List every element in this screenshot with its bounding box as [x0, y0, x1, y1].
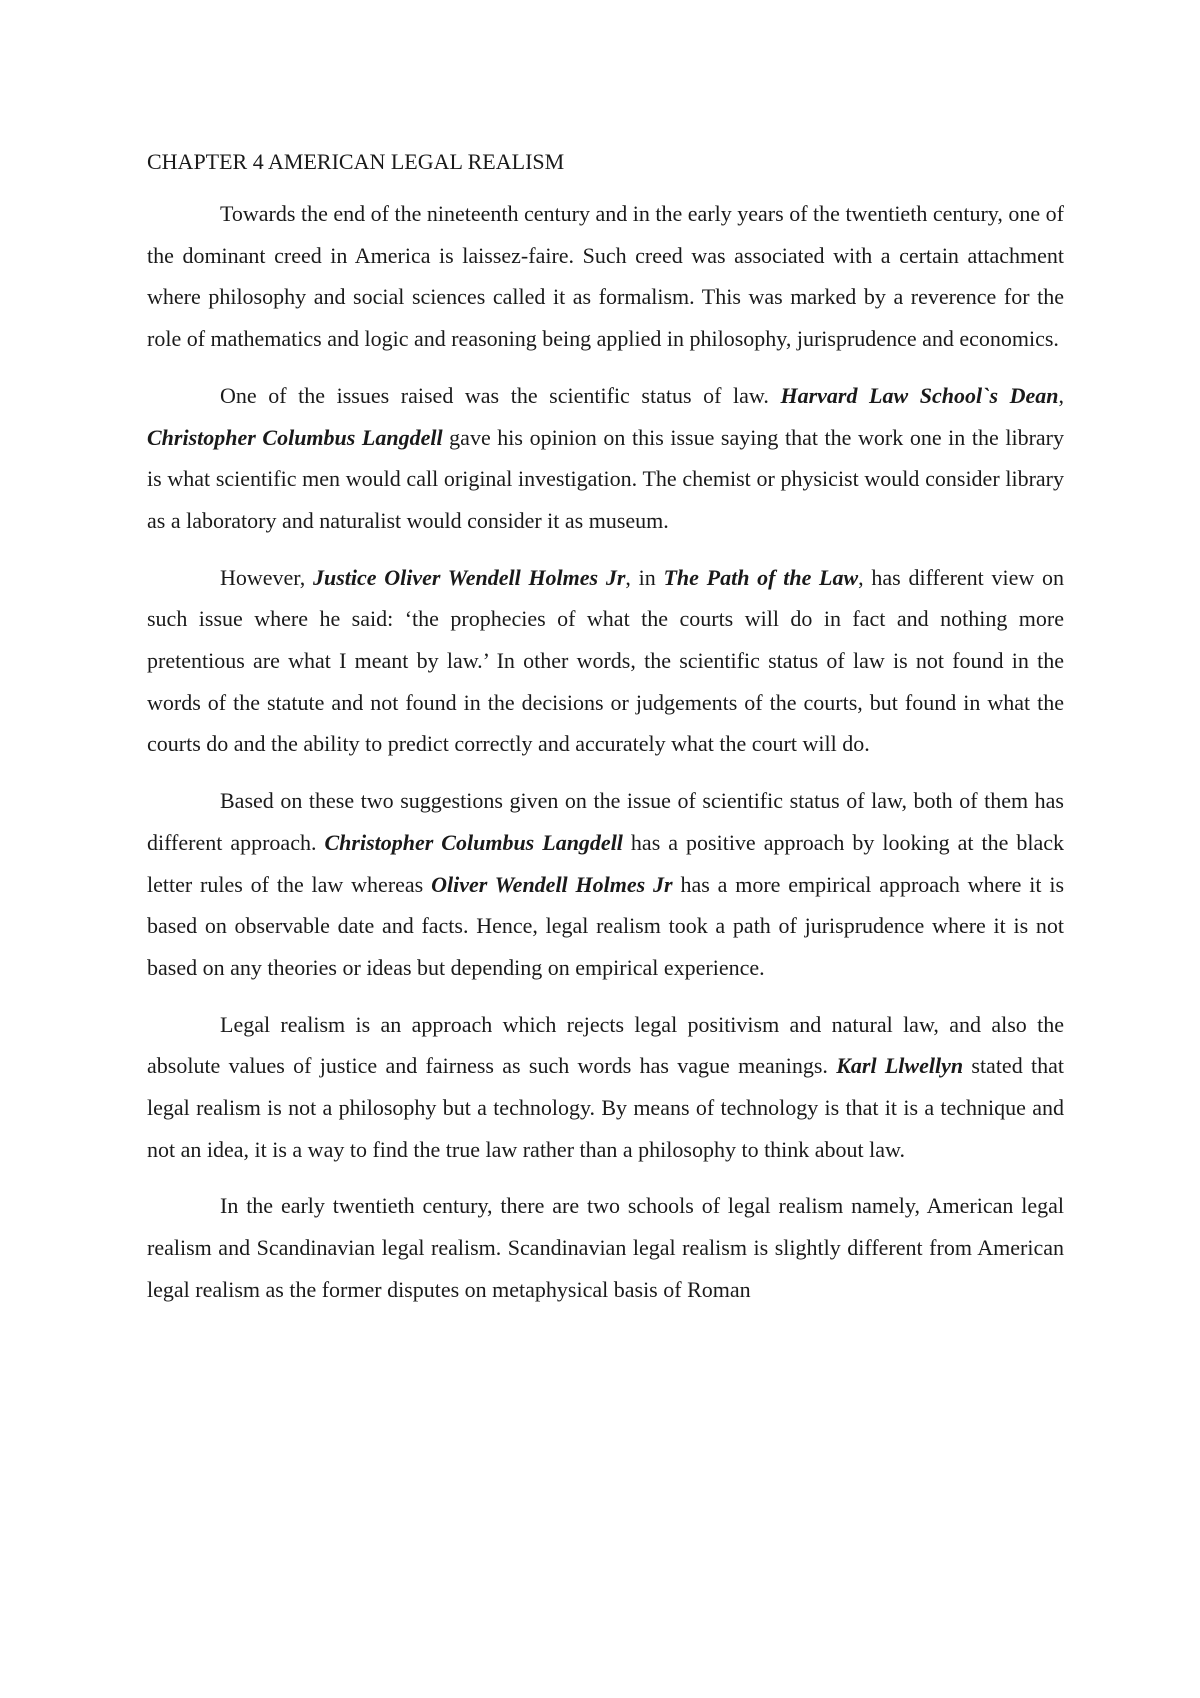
paragraph-text: stated that legal realism is not a philosophy but a technology. By means of technology is that it is a technique and not an idea, it is a way to find the true law rather than a philosophy to think about law. [147, 1053, 1064, 1162]
chapter-heading: CHAPTER 4 AMERICAN LEGAL REALISM [147, 149, 565, 174]
paragraph-text: One of the issues raised was the scientific status of law. [220, 382, 781, 408]
emphasized-name: Christopher Columbus Langdell [147, 424, 443, 450]
paragraph-text: Legal realism is an approach which rejects legal positivism and natural law, and also the absolute values of justice and fairness as such words has vague meanings. [147, 1011, 1064, 1079]
emphasized-name: Justice Oliver Wendell Holmes Jr [312, 564, 626, 590]
paragraph-p5 [147, 1004, 1064, 1171]
paragraph-p4 [147, 780, 1064, 989]
emphasized-name: Oliver Wendell Holmes Jr [431, 871, 673, 897]
paragraph-text: , in [625, 564, 664, 590]
paragraph-text: has a more empirical approach where it is based on observable date and facts. Hence, legal realism took a path of jurisprudence where it is not based on any theories or ideas but depending on empirical experience. [147, 871, 1065, 980]
paragraph-p3 [147, 557, 1064, 766]
paragraph-text: , [1058, 382, 1064, 408]
paragraph-text: Based on these two suggestions given on the issue of scientific status of law, both of them has different approach. [147, 788, 1064, 855]
paragraph-text: Towards the end of the nineteenth century and in the early years of the twentieth century, one of the dominant creed in America is laissez-faire. Such creed was associated with a certain attachment where philosophy and social sciences called it as formalism. This was marked by a reverence for the role of mathematics and logic and reasoning being applied in philosophy, jurisprudence and economics. [147, 201, 1064, 352]
paragraph-p6 [147, 1185, 1064, 1310]
emphasized-name: Karl Llwellyn [836, 1053, 964, 1079]
paragraph-text: gave his opinion on this issue saying that the work one in the library is what scientific men would call original investigation. The chemist or physicist would consider library as a laboratory and naturalist would consider it as museum. [147, 424, 1064, 533]
paragraph-p1 [147, 193, 1064, 360]
emphasized-name: Christopher Columbus Langdell [324, 829, 623, 855]
paragraph-p2 [147, 375, 1064, 542]
paragraph-text: , has different view on such issue where he said: ‘the prophecies of what the courts will do in fact and nothing more pretentious are what I meant by law.’ In other words, the scientific status of law is not found in the words of the statute and not found in the decisions or judgements of the courts, but found in what the courts do and the ability to predict correctly and accurately what the court will do. [147, 564, 1065, 757]
paragraph-text: In the early twentieth century, there are two schools of legal realism namely, American legal realism and Scandinavian legal realism. Scandinavian legal realism is slightly different from American legal realism as the former disputes on metaphysical basis of Roman [147, 1193, 1064, 1302]
emphasized-name: The Path of the Law [663, 564, 859, 590]
emphasized-name: Harvard Law School`s Dean [780, 382, 1059, 408]
document-body [147, 148, 1064, 1311]
paragraph-list [147, 193, 1064, 1311]
paragraph-text: However, [220, 564, 313, 590]
paragraph-text: has a positive approach by looking at the black letter rules of the law whereas [147, 829, 1064, 897]
